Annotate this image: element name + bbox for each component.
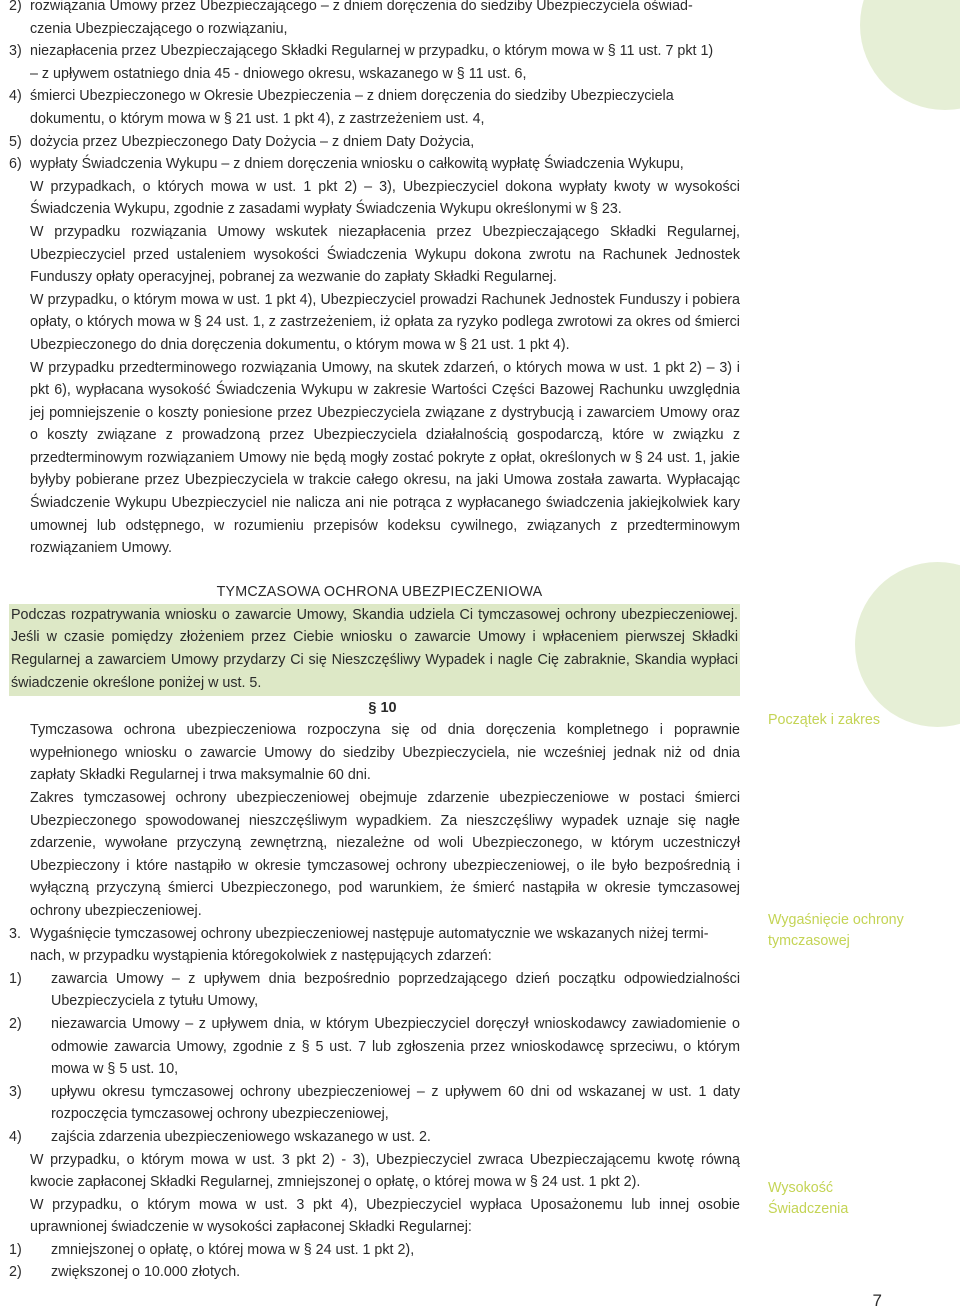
item-text: wypłaty Świadczenia Wykupu – z dniem doręczenia wniosku o całkowitą wypłatę Świadczenia Wykupu, [30,156,684,173]
sub-list [9,1239,740,1284]
list-item [9,1013,740,1081]
paragraph-text: W przypadku, o którym mowa w ust. 1 pkt 4), Ubezpieczyciel prowadzi Rachunek Jednostek Funduszy i pobiera opłaty, o których mowa w § 24 ust. 1, z zastrzeżeniem, iż opłata za ryzyko podlega zwrotowi za okres od śmierci Ubezpieczonego do dnia doręczenia dokumentu, o którym mowa w § 21 ust. 1 pkt 4). [30,291,740,353]
list-item [9,131,740,154]
item-number: 5) [9,133,22,150]
item-number: 2) [9,1015,22,1032]
item-number: 1) [9,1241,22,1258]
item-text: zwiększonej o 10.000 złotych. [51,1264,241,1281]
page-number: 7 [872,1291,882,1310]
item-number: 4) [9,88,22,105]
decorative-circle-middle [855,562,960,727]
paragraph [9,357,740,560]
item-text: rozwiązania Umowy przez Ubezpieczającego – z dniem doręczenia do siedziby Ubezpieczyciela oświad- [30,0,693,14]
list-item [9,1239,740,1262]
item-number: 3) [9,43,22,60]
margin-note-start [768,710,948,731]
paragraph-text: W przypadku, o którym mowa w ust. 3 pkt 2) - 3), Ubezpieczyciel zwraca Ubezpieczającemu kwotę równą kwocie zapłaconej Składki Regularnej, zmniejszonej o opłatę, o której mowa w § 24 ust. 1 pkt 2). [30,1151,740,1191]
list-item [9,153,740,176]
item-number: 3) [9,1083,22,1100]
item-text: zawarcia Umowy – z upływem dnia bezpośrednio poprzedzającego dzień początku odpowiedzialności Ubezpieczyciela z tytułu Umowy, [51,970,740,1010]
list-item [9,968,740,1013]
paragraph [9,176,740,221]
paragraph [9,289,740,357]
list-item-continuation: dokumentu, o którym mowa w § 21 ust. 1 pkt 4), z zastrzeżeniem ust. 4, [30,110,485,127]
paragraph-number [9,1149,30,1172]
list-item [9,0,740,18]
list-item [9,1261,740,1284]
paragraph-text: W przypadku rozwiązania Umowy wskutek niezapłacenia przez Ubezpieczającego Składki Regularnej, Ubezpieczyciel przed ustaleniem wysokości Świadczenia Wykupu dokona zwrotu na Rachunek Jednostek Funduszy opłaty operacyjnej, pobranej za wezwanie do zapłaty Składki Regularnej. [30,223,740,286]
item-text: zajścia zdarzenia ubezpieczeniowego wskazanego w ust. 2. [51,1128,431,1145]
section-heading: TYMCZASOWA OCHRONA UBEZPIECZENIOWA [216,583,543,600]
section-number: § 10 [368,700,397,717]
margin-note-text: Wygaśnięcie ochrony [768,912,904,928]
sub-list [9,968,740,1149]
paragraph [9,923,740,946]
list-item [9,40,740,63]
margin-note-text: tymczasowej [768,933,850,949]
paragraph-number [9,1194,30,1217]
decorative-circle-top [860,0,960,110]
item-number: 2) [9,1264,22,1281]
paragraph [9,719,740,787]
margin-note-expiry [768,910,948,952]
list-item [9,85,740,108]
item-text: niezapłacenia przez Ubezpieczającego Składki Regularnej w przypadku, o którym mowa w § 11 ust. 7 pkt 1) [30,43,714,60]
paragraph-number [9,357,30,380]
paragraph-continuation: nach, w przypadku wystąpienia któregokolwiek z następujących zdarzeń: [30,948,492,965]
margin-note-text: Wysokość [768,1180,834,1196]
paragraph [9,221,740,289]
paragraph-text: Wygaśnięcie tymczasowej ochrony ubezpieczeniowej następuje automatycznie we wskazanych niżej termi- [30,925,709,942]
margin-note-text: Początek i zakres [768,712,881,728]
paragraph [9,1194,740,1239]
paragraph-text: W przypadku przedterminowego rozwiązania Umowy, na skutek zdarzeń, o których mowa w ust. 1 pkt 2) – 3) i pkt 6), wypłacana wysokość Świadczenia Wykupu w zakresie Wartości Części Bazowej Rachunku uwzględnia jej pomniejszenie o koszty poniesione przez Ubezpieczyciela związane z dystrybucją i zawarciem Umowy oraz o koszty związane z prowadzoną przez Ubezpieczyciela działalnością gospodarczą, które w związku z przedterminowym rozwiązaniem Umowy nie będą mogły zostać pokryte z opłat, określonych w § 24 ust. 1, jakie byłyby pobierane przez Ubezpieczyciela w trakcie całego okresu, na jaki Umowa została zawarta. Wypłacając Świadczenie Wykupu Ubezpieczyciel nie nalicza ani nie potrąca z wypłacanego świadczenia jakiejkolwiek kary umownej lub odstępnego, w rozumieniu przepisów kodeksu cywilnego, związanych z przedterminowym rozwiązaniem Umowy. [30,359,740,557]
list-item-continuation: czenia Ubezpieczającego o rozwiązaniu, [30,20,288,37]
item-text: zmniejszonej o opłatę, o której mowa w § 24 ust. 1 pkt 2), [51,1241,415,1258]
highlight-box: Podczas rozpatrywania wniosku o zawarcie Umowy, Skandia udziela Ci tymczasowej ochrony ubezpieczeniowej. Jeśli w czasie pomiędzy złożeniem przez Ciebie wniosku o zawarcie Umowy i wpłaceniem pierwszej Składki Regularnej a zawarciem Umowy przydarzy Ci się Nieszczęśliwy Wypadek i nagle Cię zabraknie, Skandia wypłaci świadczenie określone poniżej w ust. 5. [9,604,740,696]
item-text: niezawarcia Umowy – z upływem dnia, w którym Ubezpieczyciel doręczył wnioskodawcy zawiadomienie o odmowie zawarcia Umowy, zgodnie z § 5 ust. 7 lub zgłoszenia przez wnioskodawcę sprzeciwu, o którym mowa w § 5 ust. 10, [51,1015,740,1078]
item-number: 4) [9,1128,22,1145]
item-text: upływu okresu tymczasowej ochrony ubezpieczeniowej – z upływem 60 dni od wskazanej w ust. 1 daty rozpoczęcia tymczasowej ochrony ubezpieczeniowej, [51,1083,740,1123]
paragraph-text: Tymczasowa ochrona ubezpieczeniowa rozpoczyna się od dnia doręczenia kompletnego i poprawnie wypełnionego wniosku o zawarcie Umowy do siedziby Ubezpieczyciela, nie wcześniej jednak niż od dnia zapłaty Składki Regularnej i trwa maksymalnie 60 dni. [30,722,740,784]
item-number: 6) [9,156,22,173]
paragraph-number: 3. [9,925,21,942]
paragraph-number [9,176,30,199]
item-text: dożycia przez Ubezpieczonego Daty Dożycia – z dniem Daty Dożycia, [30,133,475,150]
paragraph-number [9,787,30,810]
document-body [9,0,740,1284]
list-item-continuation: – z upływem ostatniego dnia 45 - dniowego okresu, wskazanego w § 11 ust. 6, [30,65,527,82]
paragraph-text: W przypadkach, o których mowa w ust. 1 pkt 2) – 3), Ubezpieczyciel dokona wypłaty kwoty w wysokości Świadczenia Wykupu, zgodnie z zasadami wypłaty Świadczenia Wykupu określonymi w § 23. [30,178,740,218]
paragraph-number [9,289,30,312]
list-item [9,1126,740,1149]
paragraph [9,1149,740,1194]
margin-note-amount [768,1178,948,1220]
item-number: 2) [9,0,22,14]
paragraph-number [9,719,30,742]
paragraph [9,787,740,923]
list-item [9,1081,740,1126]
item-text: śmierci Ubezpieczonego w Okresie Ubezpieczenia – z dniem doręczenia do siedziby Ubezpieczyciela [30,88,674,105]
margin-note-text: Świadczenia [768,1201,849,1217]
paragraph-number [9,221,30,244]
paragraph-text: W przypadku, o którym mowa w ust. 3 pkt 4), Ubezpieczyciel wypłaca Uposażonemu lub innej osobie uprawnionej świadczenie w wysokości zapłaconej Składki Regularnej: [30,1196,740,1236]
item-number: 1) [9,970,22,987]
paragraph-text: Zakres tymczasowej ochrony ubezpieczeniowej obejmuje zdarzenie ubezpieczeniowe w postaci śmierci Ubezpieczonego spowodowanej nieszczęśliwym wypadkiem. Za nieszczęśliwy wypadek uznaje się nagłe zdarzenie, wywołane przyczyną zewnętrzną, niezależne od woli Ubezpieczonego, w którym uczestniczył Ubezpieczony i które nastąpiło w okresie tymczasowej ochrony ubezpieczeniowej, o ile było bezpośrednią i wyłączną przyczyną śmierci Ubezpieczonego, pod warunkiem, że śmierć nastąpiła w okresie tymczasowej ochrony ubezpieczeniowej. [30,790,740,919]
